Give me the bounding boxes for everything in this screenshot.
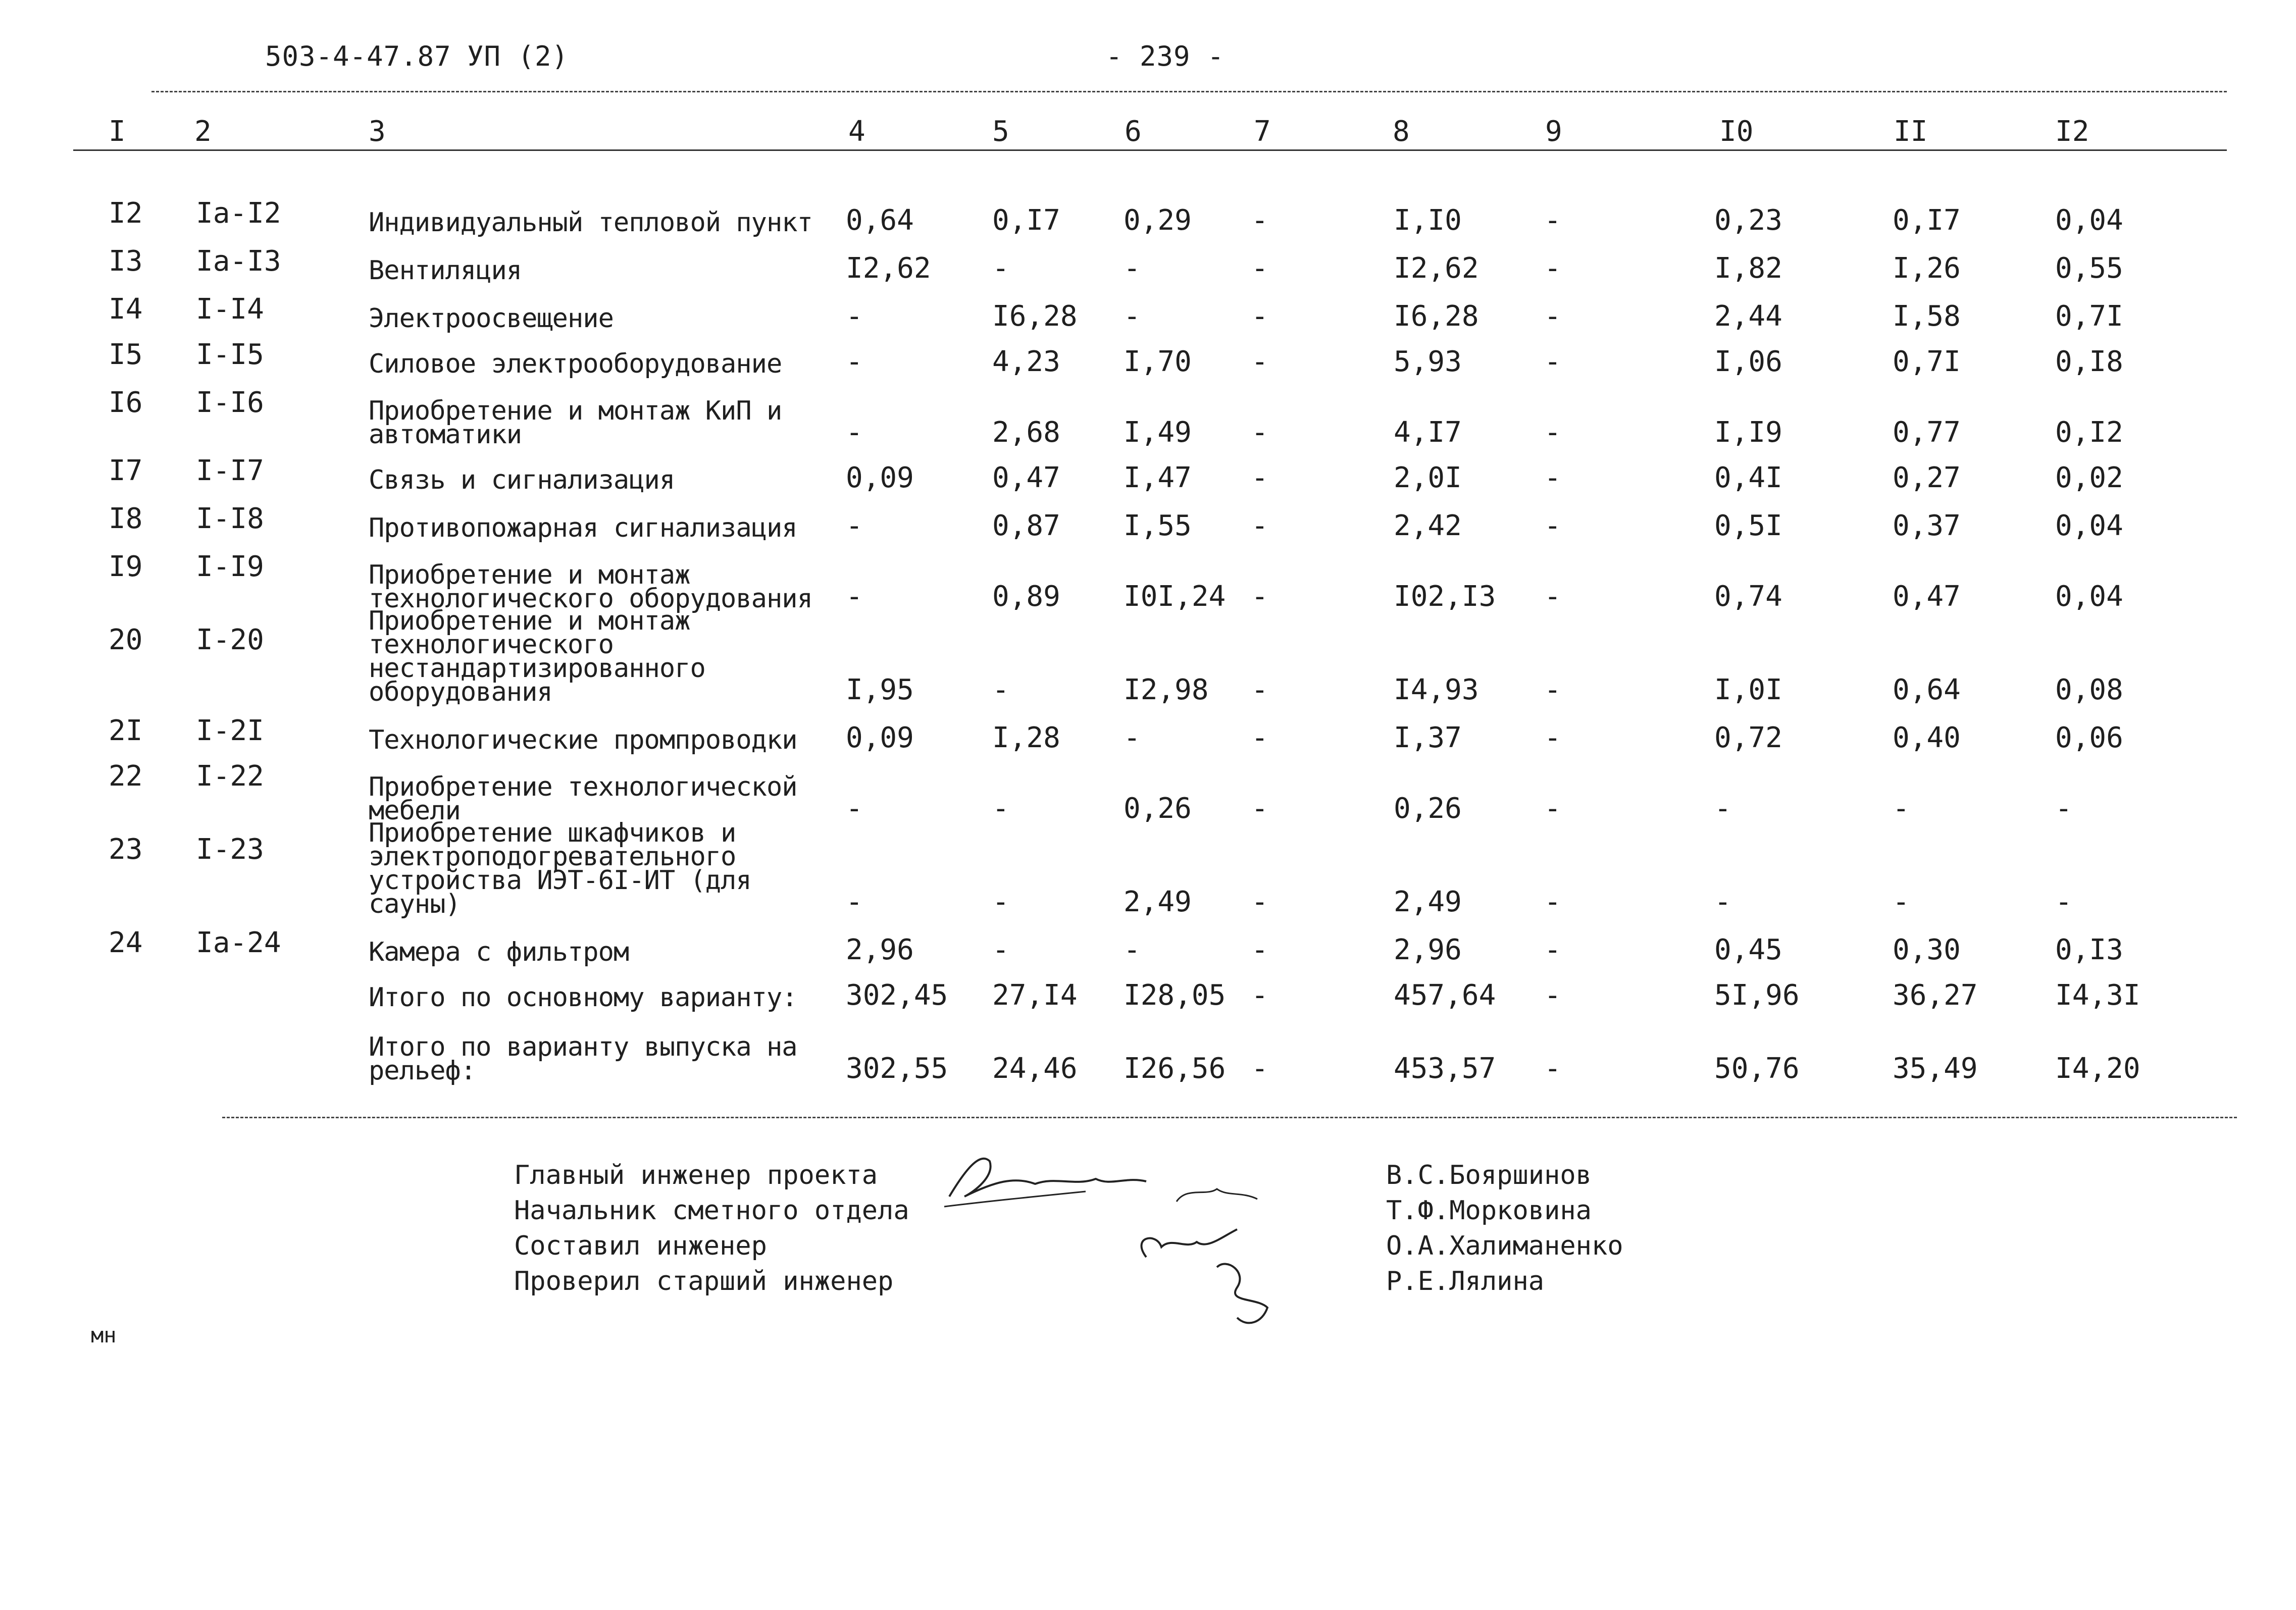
cell-c11: 0,30 bbox=[1893, 933, 1961, 966]
table-row bbox=[0, 974, 2296, 1013]
cell-c6: 0,29 bbox=[1124, 204, 1192, 237]
cell-c10: 5I,96 bbox=[1714, 979, 1800, 1012]
cell-c9: - bbox=[1544, 979, 1561, 1012]
cell-c8: 0,26 bbox=[1394, 792, 1462, 825]
cell-c10: 0,72 bbox=[1714, 721, 1782, 754]
col-12: I2 bbox=[2055, 115, 2089, 148]
cell-c4: - bbox=[846, 509, 863, 542]
table-row bbox=[0, 606, 2296, 707]
cell-c8: 2,0I bbox=[1394, 461, 1462, 494]
cell-c5: - bbox=[992, 792, 1009, 825]
col-10: I0 bbox=[1719, 115, 1754, 148]
row-name: Приобретение и монтаж КиП и автоматики bbox=[369, 396, 782, 450]
cell-c11: 0,40 bbox=[1893, 721, 1961, 754]
cell-c7: - bbox=[1251, 933, 1268, 966]
cell-c4: - bbox=[846, 580, 863, 613]
col-5: 5 bbox=[992, 115, 1009, 148]
cell-c4: 2,96 bbox=[846, 933, 914, 966]
cell-c11: 0,7I bbox=[1893, 345, 1961, 378]
cell-c8: 2,96 bbox=[1394, 933, 1462, 966]
cell-c7: - bbox=[1251, 509, 1268, 542]
signature-name: В.С.Бояршинов bbox=[1386, 1160, 1592, 1190]
cell-c7: - bbox=[1251, 252, 1268, 285]
cell-c4: 0,64 bbox=[846, 204, 914, 237]
cell-c6: I,49 bbox=[1124, 416, 1192, 449]
cell-c4: - bbox=[846, 300, 863, 333]
table-row bbox=[0, 818, 2296, 919]
row-number: I5 bbox=[109, 338, 143, 371]
signature-role: Начальник сметного отдела bbox=[514, 1196, 909, 1226]
row-number: I4 bbox=[109, 293, 143, 326]
cell-c8: 4,I7 bbox=[1394, 416, 1462, 449]
row-name: Противопожарная сигнализация bbox=[369, 513, 797, 543]
cell-c12: - bbox=[2055, 792, 2072, 825]
cell-c6: - bbox=[1124, 933, 1141, 966]
cell-c12: 0,04 bbox=[2055, 580, 2123, 613]
cell-c7: - bbox=[1251, 580, 1268, 613]
document-code: 503-4-47.87 bbox=[265, 40, 451, 72]
table-row bbox=[0, 926, 2296, 967]
signature-name: Р.Е.Лялина bbox=[1386, 1266, 1545, 1296]
row-number: 23 bbox=[109, 833, 143, 866]
row-name: Приобретение технологической мебели bbox=[369, 772, 797, 826]
cell-c9: - bbox=[1544, 345, 1561, 378]
cell-c5: 0,89 bbox=[992, 580, 1060, 613]
cell-c5: - bbox=[992, 252, 1009, 285]
row-number: I3 bbox=[109, 245, 143, 278]
cell-c11: 36,27 bbox=[1893, 979, 1978, 1012]
cell-c8: 2,49 bbox=[1394, 886, 1462, 918]
cell-c12: 0,02 bbox=[2055, 461, 2123, 494]
cell-c12: 0,04 bbox=[2055, 509, 2123, 542]
row-code: Ia-I2 bbox=[196, 197, 281, 230]
cell-c6: I,55 bbox=[1124, 509, 1192, 542]
row-number: 2I bbox=[109, 714, 143, 747]
top-rule bbox=[151, 91, 2227, 92]
row-name: Электроосвещение bbox=[369, 303, 614, 334]
cell-c7: - bbox=[1251, 721, 1268, 754]
cell-c7: - bbox=[1251, 345, 1268, 378]
col-1: I bbox=[109, 115, 126, 148]
row-name: Итого по основному варианту: bbox=[369, 982, 797, 1013]
cell-c8: I6,28 bbox=[1394, 300, 1479, 333]
cell-c9: - bbox=[1544, 461, 1561, 494]
cell-c5: 2,68 bbox=[992, 416, 1060, 449]
cell-c9: - bbox=[1544, 673, 1561, 706]
cell-c7: - bbox=[1251, 673, 1268, 706]
cell-c4: - bbox=[846, 886, 863, 918]
cell-c7: - bbox=[1251, 461, 1268, 494]
row-code: I-I6 bbox=[196, 386, 264, 419]
cell-c10: - bbox=[1714, 886, 1731, 918]
cell-c6: - bbox=[1124, 300, 1141, 333]
table-row bbox=[0, 502, 2296, 543]
cell-c4: 302,45 bbox=[846, 979, 948, 1012]
cell-c6: I0I,24 bbox=[1124, 580, 1226, 613]
col-8: 8 bbox=[1393, 115, 1410, 148]
cell-c6: 2,49 bbox=[1124, 886, 1192, 918]
cell-c11: - bbox=[1893, 792, 1910, 825]
row-code: I-23 bbox=[196, 833, 264, 866]
cell-c9: - bbox=[1544, 204, 1561, 237]
cell-c8: I2,62 bbox=[1394, 252, 1479, 285]
table-row bbox=[0, 197, 2296, 238]
cell-c7: - bbox=[1251, 886, 1268, 918]
cell-c6: - bbox=[1124, 721, 1141, 754]
cell-c5: - bbox=[992, 886, 1009, 918]
cell-c10: 2,44 bbox=[1714, 300, 1782, 333]
cell-c10: 50,76 bbox=[1714, 1052, 1800, 1085]
cell-c10: I,0I bbox=[1714, 673, 1782, 706]
col-11: II bbox=[1894, 115, 1928, 148]
cell-c10: 0,5I bbox=[1714, 509, 1782, 542]
cell-c9: - bbox=[1544, 300, 1561, 333]
cell-c11: 0,37 bbox=[1893, 509, 1961, 542]
cell-c9: - bbox=[1544, 792, 1561, 825]
row-number: I2 bbox=[109, 197, 143, 230]
cell-c10: - bbox=[1714, 792, 1731, 825]
cell-c12: 0,I3 bbox=[2055, 933, 2123, 966]
handwritten-signatures bbox=[934, 1141, 1338, 1333]
table-row bbox=[0, 338, 2296, 379]
table-row bbox=[0, 245, 2296, 286]
cell-c10: 0,23 bbox=[1714, 204, 1782, 237]
bottom-rule bbox=[222, 1117, 2237, 1118]
footer-mark: мн bbox=[91, 1323, 117, 1347]
cell-c8: 457,64 bbox=[1394, 979, 1496, 1012]
cell-c11: 0,27 bbox=[1893, 461, 1961, 494]
cell-c6: I2,98 bbox=[1124, 673, 1209, 706]
cell-c5: - bbox=[992, 933, 1009, 966]
cell-c4: 0,09 bbox=[846, 461, 914, 494]
cell-c11: I,26 bbox=[1893, 252, 1961, 285]
table-row bbox=[0, 386, 2296, 450]
row-code: Ia-I3 bbox=[196, 245, 281, 278]
signature-role: Составил инженер bbox=[514, 1231, 767, 1261]
signature-name: О.А.Халиманенко bbox=[1386, 1231, 1623, 1261]
signature-name: Т.Ф.Морковина bbox=[1386, 1196, 1592, 1226]
row-code: I-I9 bbox=[196, 550, 264, 583]
cell-c4: I,95 bbox=[846, 673, 914, 706]
row-number: I6 bbox=[109, 386, 143, 419]
col-3: 3 bbox=[369, 115, 386, 148]
cell-c7: - bbox=[1251, 1052, 1268, 1085]
cell-c12: 0,04 bbox=[2055, 204, 2123, 237]
table-row bbox=[0, 714, 2296, 755]
cell-c7: - bbox=[1251, 416, 1268, 449]
cell-c9: - bbox=[1544, 886, 1561, 918]
cell-c11: - bbox=[1893, 886, 1910, 918]
col-4: 4 bbox=[848, 115, 865, 148]
cell-c6: - bbox=[1124, 252, 1141, 285]
cell-c6: I,47 bbox=[1124, 461, 1192, 494]
row-name: Индивидуальный тепловой пункт bbox=[369, 207, 812, 238]
cell-c12: I4,3I bbox=[2055, 979, 2140, 1012]
row-name: Приобретение и монтаж технологического оборудования bbox=[369, 560, 812, 614]
cell-c11: 0,77 bbox=[1893, 416, 1961, 449]
signature-role: Проверил старший инженер bbox=[514, 1266, 894, 1296]
cell-c4: - bbox=[846, 345, 863, 378]
cell-c4: 0,09 bbox=[846, 721, 914, 754]
row-number: 20 bbox=[109, 624, 143, 656]
row-number: I9 bbox=[109, 550, 143, 583]
cell-c9: - bbox=[1544, 580, 1561, 613]
cell-c12: 0,08 bbox=[2055, 673, 2123, 706]
row-number: I7 bbox=[109, 454, 143, 487]
cell-c11: I,58 bbox=[1893, 300, 1961, 333]
cell-c8: I,37 bbox=[1394, 721, 1462, 754]
row-code: Ia-24 bbox=[196, 926, 281, 959]
cell-c12: 0,55 bbox=[2055, 252, 2123, 285]
cell-c9: - bbox=[1544, 721, 1561, 754]
cell-c5: I6,28 bbox=[992, 300, 1078, 333]
cell-c12: 0,7I bbox=[2055, 300, 2123, 333]
row-name: Силовое электрооборудование bbox=[369, 349, 782, 379]
cell-c9: - bbox=[1544, 416, 1561, 449]
cell-c9: - bbox=[1544, 252, 1561, 285]
row-code: I-20 bbox=[196, 624, 264, 656]
row-number: 22 bbox=[109, 760, 143, 793]
page-number: - 239 - bbox=[1106, 40, 1224, 72]
cell-c12: I4,20 bbox=[2055, 1052, 2140, 1085]
cell-c5: 0,87 bbox=[992, 509, 1060, 542]
cell-c6: I,70 bbox=[1124, 345, 1192, 378]
cell-c8: 453,57 bbox=[1394, 1052, 1496, 1085]
cell-c5: 0,47 bbox=[992, 461, 1060, 494]
cell-c10: I,06 bbox=[1714, 345, 1782, 378]
cell-c12: 0,I8 bbox=[2055, 345, 2123, 378]
cell-c9: - bbox=[1544, 1052, 1561, 1085]
table-row bbox=[0, 454, 2296, 495]
table-row bbox=[0, 760, 2296, 826]
cell-c6: I28,05 bbox=[1124, 979, 1226, 1012]
row-name: Приобретение шкафчиков и электроподогревательного устройства ИЭТ-6I-ИТ (для сауны) bbox=[369, 818, 751, 919]
cell-c10: 0,45 bbox=[1714, 933, 1782, 966]
cell-c4: - bbox=[846, 792, 863, 825]
cell-c7: - bbox=[1251, 792, 1268, 825]
table-row bbox=[0, 1017, 2296, 1086]
cell-c8: 5,93 bbox=[1394, 345, 1462, 378]
cell-c12: 0,I2 bbox=[2055, 416, 2123, 449]
row-name: Приобретение и монтаж технологического нестандартизированного оборудования bbox=[369, 606, 705, 707]
cell-c10: 0,74 bbox=[1714, 580, 1782, 613]
cell-c10: I,82 bbox=[1714, 252, 1782, 285]
row-name: Камера с фильтром bbox=[369, 937, 629, 967]
row-name: Итого по варианту выпуска на рельеф: bbox=[369, 1032, 797, 1086]
cell-c7: - bbox=[1251, 979, 1268, 1012]
cell-c9: - bbox=[1544, 933, 1561, 966]
cell-c11: 0,47 bbox=[1893, 580, 1961, 613]
cell-c5: 4,23 bbox=[992, 345, 1060, 378]
cell-c5: I,28 bbox=[992, 721, 1060, 754]
cell-c10: 0,4I bbox=[1714, 461, 1782, 494]
cell-c5: 0,I7 bbox=[992, 204, 1060, 237]
col-7: 7 bbox=[1254, 115, 1271, 148]
cell-c8: 2,42 bbox=[1394, 509, 1462, 542]
col-6: 6 bbox=[1125, 115, 1142, 148]
cell-c8: I4,93 bbox=[1394, 673, 1479, 706]
row-number: 24 bbox=[109, 926, 143, 959]
cell-c7: - bbox=[1251, 300, 1268, 333]
row-number: I8 bbox=[109, 502, 143, 535]
row-name: Связь и сигнализация bbox=[369, 465, 675, 495]
row-code: I-I4 bbox=[196, 293, 264, 326]
table-row bbox=[0, 550, 2296, 614]
row-code: I-I8 bbox=[196, 502, 264, 535]
cell-c5: 24,46 bbox=[992, 1052, 1078, 1085]
cell-c11: 35,49 bbox=[1893, 1052, 1978, 1085]
cell-c7: - bbox=[1251, 204, 1268, 237]
row-name: Вентиляция bbox=[369, 255, 522, 286]
col-9: 9 bbox=[1545, 115, 1562, 148]
row-name: Технологические промпроводки bbox=[369, 725, 797, 755]
cell-c11: 0,I7 bbox=[1893, 204, 1961, 237]
cell-c12: 0,06 bbox=[2055, 721, 2123, 754]
cell-c10: I,I9 bbox=[1714, 416, 1782, 449]
table-row bbox=[0, 293, 2296, 334]
cell-c5: 27,I4 bbox=[992, 979, 1078, 1012]
album-label: УП (2) bbox=[467, 40, 569, 72]
cell-c11: 0,64 bbox=[1893, 673, 1961, 706]
header-underline bbox=[73, 149, 2227, 151]
row-code: I-I5 bbox=[196, 338, 264, 371]
row-code: I-22 bbox=[196, 760, 264, 793]
cell-c4: I2,62 bbox=[846, 252, 931, 285]
col-2: 2 bbox=[194, 115, 212, 148]
cell-c4: 302,55 bbox=[846, 1052, 948, 1085]
cell-c12: - bbox=[2055, 886, 2072, 918]
cell-c6: I26,56 bbox=[1124, 1052, 1226, 1085]
cell-c8: I02,I3 bbox=[1394, 580, 1496, 613]
signature-role: Главный инженер проекта bbox=[514, 1160, 878, 1190]
row-code: I-I7 bbox=[196, 454, 264, 487]
row-code: I-2I bbox=[196, 714, 264, 747]
cell-c4: - bbox=[846, 416, 863, 449]
cell-c9: - bbox=[1544, 509, 1561, 542]
cell-c5: - bbox=[992, 673, 1009, 706]
cell-c6: 0,26 bbox=[1124, 792, 1192, 825]
cell-c8: I,I0 bbox=[1394, 204, 1462, 237]
